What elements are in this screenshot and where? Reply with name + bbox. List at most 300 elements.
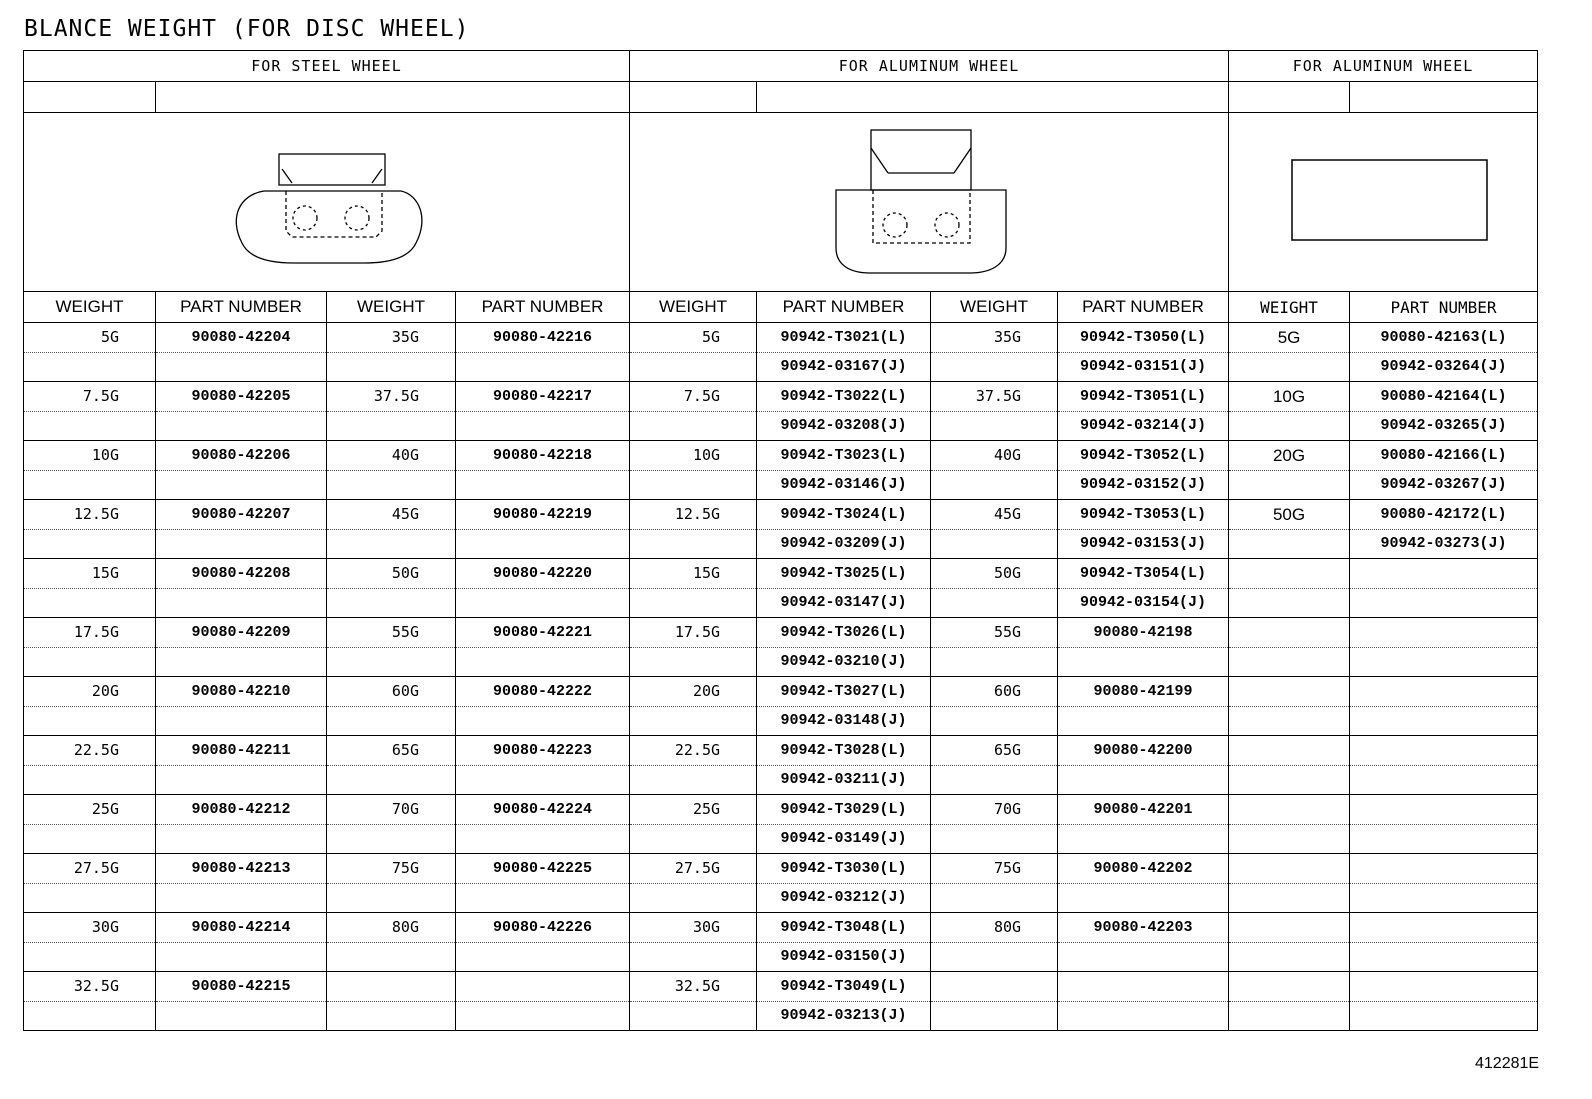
aluminum-weight-cell-value: 40G <box>931 441 1057 471</box>
aluminum-weight-illustration <box>630 113 1229 292</box>
tape-part-number-cell-value-secondary <box>1350 706 1537 735</box>
aluminum-weight-cell-value: 35G <box>931 323 1057 353</box>
column-header-weight: WEIGHT <box>1229 292 1350 323</box>
steel-weight-cell <box>327 441 456 500</box>
aluminum-weight-cell-value-secondary <box>630 352 756 381</box>
aluminum-part-number-cell-value-secondary: 90942-03167(J) <box>780 358 907 375</box>
aluminum-weight-cell-value-secondary <box>931 647 1057 676</box>
steel-part-number-cell <box>456 677 630 736</box>
steel-weight-cell-value-secondary <box>327 411 455 440</box>
aluminum-weight-cell <box>630 913 757 972</box>
aluminum-part-number-cell-value: 90942-T3048(L) <box>757 913 930 943</box>
tape-part-number-cell <box>1350 323 1538 382</box>
table-row <box>24 500 1538 559</box>
tape-weight-illustration <box>1229 113 1538 292</box>
aluminum-part-number-cell-value: 90942-T3030(L) <box>757 854 930 884</box>
aluminum-weight-cell-value: 12.5G <box>630 500 756 530</box>
steel-part-number-cell <box>156 677 327 736</box>
steel-part-number-cell <box>456 618 630 677</box>
aluminum-part-number-cell-value-secondary: 90942-03153(J) <box>1080 535 1207 552</box>
tape-weight-cell <box>1229 323 1350 382</box>
aluminum-part-number-cell <box>757 795 931 854</box>
steel-weight-cell-value-secondary <box>327 647 455 676</box>
aluminum-weight-cell <box>931 618 1058 677</box>
tape-part-number-cell <box>1350 618 1538 677</box>
aluminum-weight-cell-value: 37.5G <box>931 382 1057 412</box>
tape-part-number-cell-value <box>1350 913 1537 943</box>
steel-part-number-cell <box>156 500 327 559</box>
steel-part-number-cell-value: 90080-42218 <box>456 441 629 471</box>
steel-weight-cell-value-secondary <box>24 352 155 381</box>
tape-weight-cell-value-secondary <box>1229 706 1349 735</box>
tape-weight-cell-value <box>1229 854 1349 884</box>
aluminum-weight-cell <box>630 382 757 441</box>
steel-weight-cell <box>24 795 156 854</box>
steel-part-number-cell-value-secondary <box>456 942 629 971</box>
tape-part-number-cell <box>1350 382 1538 441</box>
aluminum-weight-cell <box>630 441 757 500</box>
steel-part-number-cell <box>456 972 630 1031</box>
steel-part-number-cell-value-secondary <box>156 942 326 971</box>
steel-weight-cell <box>24 972 156 1031</box>
steel-part-number-cell-value: 90080-42223 <box>456 736 629 766</box>
steel-part-number-cell-value-secondary <box>456 470 629 499</box>
tape-part-number-cell-value-secondary: 90942-03265(J) <box>1380 417 1507 434</box>
aluminum-part-number-cell <box>1058 795 1229 854</box>
page-title: BLANCE WEIGHT (FOR DISC WHEEL) <box>24 16 470 42</box>
tape-weight-cell-value <box>1229 618 1349 648</box>
steel-weight-cell-value-secondary <box>24 1001 155 1030</box>
aluminum-weight-cell <box>630 677 757 736</box>
steel-part-number-cell <box>156 323 327 382</box>
steel-part-number-cell-value-secondary <box>456 647 629 676</box>
tape-part-number-cell-value <box>1350 972 1537 1002</box>
steel-weight-cell-value <box>327 972 455 1002</box>
steel-part-number-cell-value-secondary <box>156 529 326 558</box>
steel-part-number-cell <box>456 854 630 913</box>
steel-part-number-cell <box>156 972 327 1031</box>
steel-weight-cell-value-secondary <box>327 765 455 794</box>
blank-cell <box>1350 82 1538 113</box>
tape-part-number-cell-value <box>1350 795 1537 825</box>
aluminum-part-number-cell <box>1058 559 1229 618</box>
tape-weight-cell-value <box>1229 795 1349 825</box>
steel-weight-cell-value: 60G <box>327 677 455 707</box>
aluminum-part-number-cell-value <box>1058 972 1228 1002</box>
aluminum-part-number-cell-value: 90942-T3051(L) <box>1058 382 1228 412</box>
aluminum-weight-cell-value: 25G <box>630 795 756 825</box>
aluminum-weight-cell <box>630 323 757 382</box>
aluminum-part-number-cell-value: 90080-42203 <box>1058 913 1228 943</box>
steel-part-number-cell <box>156 441 327 500</box>
tape-weight-cell <box>1229 559 1350 618</box>
aluminum-weight-cell <box>630 854 757 913</box>
steel-weight-cell <box>24 382 156 441</box>
aluminum-part-number-cell-value-secondary <box>1058 942 1228 971</box>
aluminum-weight-cell-value: 7.5G <box>630 382 756 412</box>
tape-weight-cell-value-secondary <box>1229 588 1349 617</box>
aluminum-weight-cell-value: 30G <box>630 913 756 943</box>
aluminum-part-number-cell <box>1058 618 1229 677</box>
column-header-part-number: PART NUMBER <box>156 292 327 323</box>
aluminum-weight-cell-value: 70G <box>931 795 1057 825</box>
steel-weight-cell <box>24 677 156 736</box>
steel-weight-cell-value: 50G <box>327 559 455 589</box>
steel-weight-cell-value-secondary <box>24 824 155 853</box>
steel-weight-cell-value: 20G <box>24 677 155 707</box>
steel-part-number-cell-value-secondary <box>156 588 326 617</box>
aluminum-weight-cell-value-secondary <box>931 1001 1057 1030</box>
tape-part-number-cell <box>1350 500 1538 559</box>
aluminum-weight-cell <box>630 618 757 677</box>
aluminum-weight-cell-value-secondary <box>630 588 756 617</box>
table-row <box>24 736 1538 795</box>
tape-weight-cell-value-secondary <box>1229 352 1349 381</box>
tape-weight-cell <box>1229 736 1350 795</box>
aluminum-weight-cell-value: 27.5G <box>630 854 756 884</box>
steel-weight-cell-value-secondary <box>327 470 455 499</box>
aluminum-part-number-cell <box>1058 441 1229 500</box>
steel-weight-cell-value: 40G <box>327 441 455 471</box>
steel-part-number-cell <box>456 500 630 559</box>
tape-part-number-cell <box>1350 559 1538 618</box>
steel-weight-cell <box>327 736 456 795</box>
steel-weight-cell-value-secondary <box>24 411 155 440</box>
aluminum-weight-cell-value: 20G <box>630 677 756 707</box>
steel-part-number-cell-value-secondary <box>156 1001 326 1030</box>
tape-weight-cell-value-secondary <box>1229 765 1349 794</box>
steel-part-number-cell-value: 90080-42208 <box>156 559 326 589</box>
aluminum-part-number-cell-value-secondary: 90942-03152(J) <box>1080 476 1207 493</box>
tape-part-number-cell <box>1350 736 1538 795</box>
tape-part-number-cell-value-secondary: 90942-03273(J) <box>1380 535 1507 552</box>
tape-part-number-cell-value-secondary <box>1350 588 1537 617</box>
tape-part-number-cell-value <box>1350 559 1537 589</box>
aluminum-weight-cell-value-secondary <box>931 824 1057 853</box>
tape-weight-cell-value <box>1229 736 1349 766</box>
aluminum-part-number-cell-value: 90942-T3049(L) <box>757 972 930 1002</box>
steel-part-number-cell <box>456 323 630 382</box>
aluminum-weight-cell-value-secondary <box>630 942 756 971</box>
aluminum-part-number-cell <box>1058 323 1229 382</box>
aluminum-part-number-cell-value-secondary: 90942-03148(J) <box>780 712 907 729</box>
tape-weight-cell-value: 10G <box>1229 382 1349 412</box>
steel-weight-cell-value-secondary <box>24 588 155 617</box>
aluminum-part-number-cell-value: 90942-T3024(L) <box>757 500 930 530</box>
aluminum-weight-cell-value-secondary <box>630 824 756 853</box>
steel-weight-cell-value-secondary <box>327 942 455 971</box>
tape-part-number-cell <box>1350 795 1538 854</box>
table-row <box>24 854 1538 913</box>
tape-part-number-cell <box>1350 441 1538 500</box>
section-header-steel: FOR STEEL WHEEL <box>24 51 630 82</box>
aluminum-part-number-cell-value: 90080-42198 <box>1058 618 1228 648</box>
steel-weight-cell <box>327 323 456 382</box>
tape-part-number-cell <box>1350 972 1538 1031</box>
column-header-part-number: PART NUMBER <box>757 292 931 323</box>
aluminum-weight-cell-value-secondary <box>931 588 1057 617</box>
steel-weight-cell-value: 27.5G <box>24 854 155 884</box>
steel-part-number-cell-value-secondary <box>456 588 629 617</box>
aluminum-part-number-cell <box>1058 913 1229 972</box>
steel-weight-cell-value-secondary <box>24 470 155 499</box>
tape-part-number-cell-value: 90080-42163(L) <box>1350 323 1537 353</box>
steel-weight-cell <box>24 500 156 559</box>
tape-part-number-cell-value-secondary <box>1350 824 1537 853</box>
column-header-weight: WEIGHT <box>931 292 1058 323</box>
tape-part-number-cell-value <box>1350 618 1537 648</box>
tape-weight-cell <box>1229 441 1350 500</box>
tape-part-number-cell <box>1350 677 1538 736</box>
aluminum-part-number-cell-value-secondary: 90942-03213(J) <box>780 1007 907 1024</box>
aluminum-part-number-cell <box>757 854 931 913</box>
aluminum-weight-cell-value: 17.5G <box>630 618 756 648</box>
balance-weight-table <box>23 50 1538 1031</box>
steel-part-number-cell-value-secondary <box>456 706 629 735</box>
aluminum-weight-cell-value-secondary <box>931 529 1057 558</box>
steel-weight-cell-value-secondary <box>327 1001 455 1030</box>
aluminum-part-number-cell-value-secondary: 90942-03146(J) <box>780 476 907 493</box>
steel-weight-cell <box>327 677 456 736</box>
steel-weight-cell <box>327 382 456 441</box>
aluminum-part-number-cell-value: 90080-42201 <box>1058 795 1228 825</box>
steel-weight-cell-value-secondary <box>327 824 455 853</box>
aluminum-weight-cell-value-secondary <box>931 470 1057 499</box>
steel-part-number-cell <box>156 913 327 972</box>
tape-weight-cell-value-secondary <box>1229 470 1349 499</box>
tape-weight-cell-value-secondary <box>1229 824 1349 853</box>
steel-part-number-cell <box>456 382 630 441</box>
aluminum-part-number-cell-value: 90942-T3022(L) <box>757 382 930 412</box>
steel-part-number-cell-value-secondary <box>156 470 326 499</box>
steel-part-number-cell-value: 90080-42205 <box>156 382 326 412</box>
aluminum-part-number-cell-value: 90942-T3021(L) <box>757 323 930 353</box>
aluminum-part-number-cell <box>1058 382 1229 441</box>
tape-weight-cell-value-secondary <box>1229 883 1349 912</box>
tape-weight-cell <box>1229 795 1350 854</box>
steel-part-number-cell <box>156 736 327 795</box>
steel-part-number-cell-value: 90080-42207 <box>156 500 326 530</box>
aluminum-weight-cell <box>931 854 1058 913</box>
steel-weight-cell-value: 12.5G <box>24 500 155 530</box>
aluminum-weight-cell-value: 10G <box>630 441 756 471</box>
aluminum-part-number-cell <box>757 441 931 500</box>
tape-weight-cell <box>1229 618 1350 677</box>
aluminum-weight-cell <box>630 795 757 854</box>
steel-weight-cell-value: 45G <box>327 500 455 530</box>
steel-weight-cell-value: 75G <box>327 854 455 884</box>
aluminum-part-number-cell-value-secondary <box>1058 647 1228 676</box>
steel-part-number-cell-value-secondary <box>156 411 326 440</box>
aluminum-part-number-cell-value: 90942-T3025(L) <box>757 559 930 589</box>
tape-weight-cell <box>1229 972 1350 1031</box>
aluminum-weight-cell-value: 22.5G <box>630 736 756 766</box>
aluminum-weight-cell <box>931 500 1058 559</box>
steel-part-number-cell-value: 90080-42212 <box>156 795 326 825</box>
aluminum-weight-cell <box>931 913 1058 972</box>
tape-part-number-cell-value-secondary <box>1350 942 1537 971</box>
aluminum-part-number-cell-value-secondary: 90942-03151(J) <box>1080 358 1207 375</box>
steel-part-number-cell-value-secondary <box>456 411 629 440</box>
steel-weight-cell-value: 25G <box>24 795 155 825</box>
aluminum-part-number-cell-value: 90942-T3053(L) <box>1058 500 1228 530</box>
aluminum-part-number-cell-value-secondary: 90942-03211(J) <box>780 771 907 788</box>
column-header-weight: WEIGHT <box>327 292 456 323</box>
aluminum-part-number-cell <box>1058 736 1229 795</box>
tape-weight-cell <box>1229 382 1350 441</box>
table-row <box>24 618 1538 677</box>
aluminum-part-number-cell <box>757 913 931 972</box>
tape-weight-cell-value <box>1229 677 1349 707</box>
aluminum-weight-cell <box>630 559 757 618</box>
steel-part-number-cell-value: 90080-42216 <box>456 323 629 353</box>
table-row <box>24 323 1538 382</box>
aluminum-weight-cell-value: 60G <box>931 677 1057 707</box>
steel-weight-cell <box>24 559 156 618</box>
steel-part-number-cell-value-secondary <box>456 352 629 381</box>
steel-part-number-cell <box>456 795 630 854</box>
aluminum-weight-cell <box>931 323 1058 382</box>
blank-cell <box>156 82 630 113</box>
steel-part-number-cell-value-secondary <box>456 765 629 794</box>
steel-weight-cell-value-secondary <box>24 529 155 558</box>
blank-cell <box>1229 82 1350 113</box>
column-header-weight: WEIGHT <box>630 292 757 323</box>
steel-weight-cell <box>24 323 156 382</box>
figure-code: 412281E <box>1475 1055 1540 1072</box>
aluminum-weight-cell-value-secondary <box>630 411 756 440</box>
steel-weight-cell <box>24 441 156 500</box>
tape-part-number-cell-value: 90080-42166(L) <box>1350 441 1537 471</box>
aluminum-part-number-cell-value-secondary: 90942-03154(J) <box>1080 594 1207 611</box>
aluminum-weight-cell <box>931 677 1058 736</box>
aluminum-weight-cell-value-secondary <box>931 942 1057 971</box>
steel-part-number-cell-value: 90080-42217 <box>456 382 629 412</box>
steel-weight-cell-value: 32.5G <box>24 972 155 1002</box>
aluminum-part-number-cell <box>757 972 931 1031</box>
tape-part-number-cell-value-secondary <box>1350 883 1537 912</box>
tape-part-number-cell-value: 90080-42172(L) <box>1350 500 1537 530</box>
steel-part-number-cell <box>156 618 327 677</box>
aluminum-weight-cell <box>931 559 1058 618</box>
tape-part-number-cell-value: 90080-42164(L) <box>1350 382 1537 412</box>
tape-weight-cell <box>1229 677 1350 736</box>
steel-weight-cell-value: 35G <box>327 323 455 353</box>
steel-weight-cell <box>24 618 156 677</box>
steel-part-number-cell-value-secondary <box>456 1001 629 1030</box>
steel-weight-cell-value: 7.5G <box>24 382 155 412</box>
tape-weight-cell-value <box>1229 913 1349 943</box>
steel-part-number-cell-value <box>456 972 629 1002</box>
aluminum-part-number-cell-value-secondary <box>1058 706 1228 735</box>
table-row <box>24 913 1538 972</box>
tape-part-number-cell <box>1350 854 1538 913</box>
steel-weight-cell-value-secondary <box>327 706 455 735</box>
steel-weight-cell-value: 70G <box>327 795 455 825</box>
aluminum-part-number-cell <box>1058 677 1229 736</box>
tape-weight-cell <box>1229 854 1350 913</box>
tape-part-number-cell-value-secondary <box>1350 765 1537 794</box>
column-header-weight: WEIGHT <box>24 292 156 323</box>
aluminum-part-number-cell-value: 90942-T3023(L) <box>757 441 930 471</box>
section-header-aluminum-tape: FOR ALUMINUM WHEEL <box>1229 51 1538 82</box>
aluminum-weight-cell-value: 65G <box>931 736 1057 766</box>
aluminum-weight-cell <box>931 382 1058 441</box>
aluminum-weight-cell-value-secondary <box>630 647 756 676</box>
steel-weight-illustration <box>24 113 630 292</box>
aluminum-part-number-cell-value-secondary: 90942-03210(J) <box>780 653 907 670</box>
tape-weight-cell-value-secondary <box>1229 942 1349 971</box>
steel-weight-cell <box>327 795 456 854</box>
aluminum-weight-cell-value-secondary <box>630 529 756 558</box>
tape-part-number-cell-value-secondary <box>1350 1001 1537 1030</box>
steel-part-number-cell-value: 90080-42214 <box>156 913 326 943</box>
aluminum-part-number-cell <box>1058 854 1229 913</box>
steel-weight-cell-value: 17.5G <box>24 618 155 648</box>
steel-part-number-cell-value: 90080-42215 <box>156 972 326 1002</box>
aluminum-weight-cell <box>931 441 1058 500</box>
tape-part-number-cell-value <box>1350 736 1537 766</box>
aluminum-part-number-cell-value: 90942-T3026(L) <box>757 618 930 648</box>
table-row <box>24 382 1538 441</box>
blank-cell <box>757 82 1229 113</box>
aluminum-weight-cell <box>630 500 757 559</box>
steel-part-number-cell-value: 90080-42209 <box>156 618 326 648</box>
aluminum-part-number-cell <box>757 559 931 618</box>
aluminum-part-number-cell-value-secondary: 90942-03149(J) <box>780 830 907 847</box>
steel-part-number-cell-value-secondary <box>156 765 326 794</box>
steel-weight-cell-value-secondary <box>24 765 155 794</box>
aluminum-part-number-cell <box>757 500 931 559</box>
steel-weight-cell-value-secondary <box>24 883 155 912</box>
aluminum-part-number-cell-value: 90942-T3027(L) <box>757 677 930 707</box>
tape-weight-cell-value: 5G <box>1229 323 1349 353</box>
aluminum-part-number-cell-value-secondary: 90942-03147(J) <box>780 594 907 611</box>
steel-weight-cell-value: 55G <box>327 618 455 648</box>
tape-weight-cell <box>1229 500 1350 559</box>
steel-part-number-cell-value: 90080-42225 <box>456 854 629 884</box>
steel-part-number-cell <box>456 736 630 795</box>
column-header-part-number: PART NUMBER <box>1350 292 1538 323</box>
steel-part-number-cell <box>156 382 327 441</box>
steel-part-number-cell-value-secondary <box>156 352 326 381</box>
steel-part-number-cell-value-secondary <box>156 824 326 853</box>
steel-part-number-cell-value-secondary <box>456 824 629 853</box>
steel-weight-cell-value-secondary <box>24 647 155 676</box>
aluminum-weight-cell-value: 15G <box>630 559 756 589</box>
aluminum-weight-cell-value: 32.5G <box>630 972 756 1002</box>
steel-weight-cell-value-secondary <box>327 529 455 558</box>
aluminum-part-number-cell-value: 90080-42199 <box>1058 677 1228 707</box>
steel-weight-cell-value-secondary <box>24 706 155 735</box>
steel-part-number-cell <box>156 854 327 913</box>
steel-weight-cell-value: 5G <box>24 323 155 353</box>
tape-part-number-cell-value-secondary <box>1350 647 1537 676</box>
aluminum-part-number-cell-value-secondary <box>1058 765 1228 794</box>
steel-weight-cell <box>24 913 156 972</box>
column-header-part-number: PART NUMBER <box>456 292 630 323</box>
aluminum-part-number-cell-value-secondary: 90942-03209(J) <box>780 535 907 552</box>
aluminum-weight-cell-value: 75G <box>931 854 1057 884</box>
aluminum-weight-cell-value-secondary <box>630 1001 756 1030</box>
tape-weight-cell-value-secondary <box>1229 529 1349 558</box>
tape-weight-cell-value-secondary <box>1229 411 1349 440</box>
tape-weight-cell-value <box>1229 972 1349 1002</box>
aluminum-part-number-cell <box>757 382 931 441</box>
tape-weight-cell-value-secondary <box>1229 1001 1349 1030</box>
steel-part-number-cell-value: 90080-42226 <box>456 913 629 943</box>
steel-part-number-cell-value: 90080-42211 <box>156 736 326 766</box>
